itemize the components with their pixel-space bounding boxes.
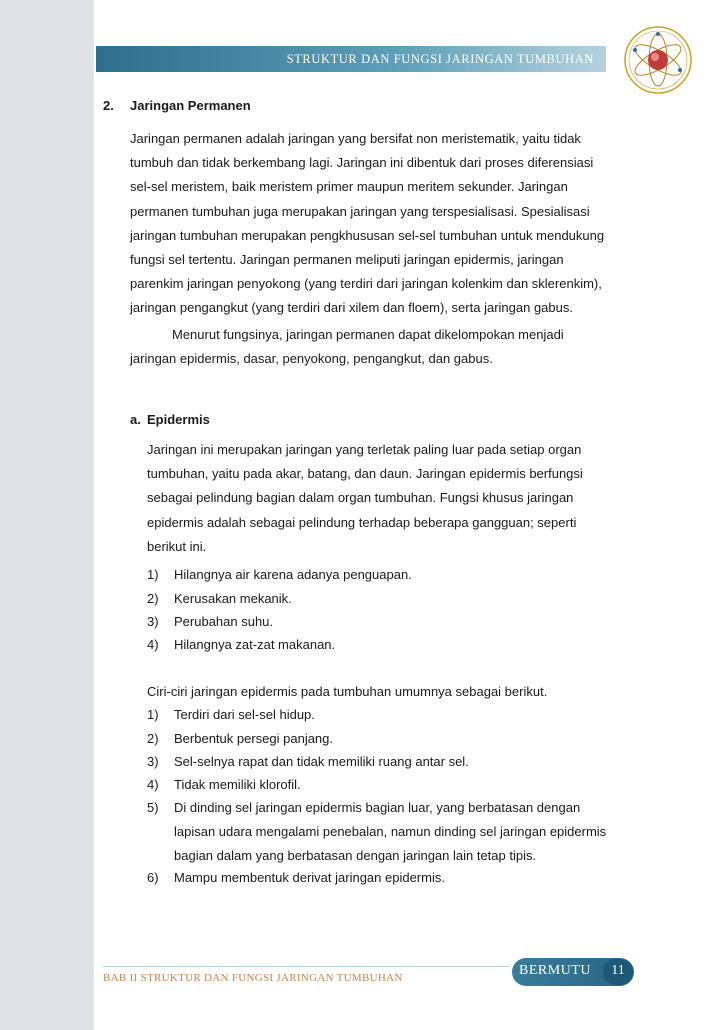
list-item-text: Berbentuk persegi panjang.: [174, 731, 334, 746]
list-item-text: Tidak memiliki klorofil.: [174, 777, 301, 792]
paragraph-line: jaringan epidermis, dasar, penyokong, pengangkut, dan gabus.: [130, 351, 493, 367]
list-item-number: 2): [147, 591, 159, 606]
list-item-number: 3): [147, 614, 159, 629]
list-item-number: 6): [147, 870, 159, 885]
list-item-line: bagian dalam yang berbatasan dengan jaringan lain tetap tipis.: [174, 848, 537, 864]
page-margin-band: [0, 0, 94, 1030]
list-item-number: 4): [147, 777, 159, 792]
paragraph-line: tumbuh dan tidak berkembang lagi. Jaringan ini dibentuk dari proses diferensiasi: [130, 155, 594, 171]
list-item-text: Perubahan suhu.: [174, 614, 274, 629]
running-header-title: STRUKTUR DAN FUNGSI JARINGAN TUMBUHAN: [286, 52, 594, 66]
institution-logo: [622, 24, 694, 96]
paragraph-line: parenkim jaringan penyokong (yang terdiri dari jaringan kolenkim dan sklerenkim),: [130, 276, 602, 292]
subsection-intro: [147, 438, 622, 559]
list-item-number: 5): [147, 800, 159, 815]
paragraph-line: jaringan pengangkut (yang terdiri dari xilem dan floem), serta jaringan gabus.: [130, 300, 573, 316]
footer-chapter-title: BAB II STRUKTUR DAN FUNGSI JARINGAN TUMBUHAN: [103, 972, 403, 984]
page-number: 11: [611, 963, 625, 978]
list-item-number: 1): [147, 707, 159, 722]
footer-rule: [103, 966, 510, 967]
paragraph-line: berikut ini.: [147, 538, 207, 554]
section-title: Jaringan Permanen: [130, 98, 251, 113]
paragraph-line: permanen tumbuhan juga merupakan jaringan yang terspesialisasi. Spesialisasi: [130, 203, 590, 219]
list-item-text: Hilangnya zat-zat makanan.: [174, 637, 336, 652]
characteristics-intro: Ciri-ciri jaringan epidermis pada tumbuhan umumnya sebagai berikut.: [147, 684, 548, 699]
subsection-label: a.: [130, 412, 141, 427]
paragraph-line: sebagai pelindung bagian dalam organ tumbuhan. Fungsi khusus jaringan: [147, 490, 574, 506]
list-item-number: 1): [147, 567, 159, 582]
paragraph-line: jaringan tumbuhan merupakan pengkhususan sel-sel tumbuhan untuk mendukung: [130, 227, 605, 243]
list-item-number: 3): [147, 754, 159, 769]
list-item-text: Kerusakan mekanik.: [174, 591, 292, 606]
section-number: 2.: [103, 98, 114, 113]
section-paragraph-2: [130, 323, 622, 371]
footer-brand: BERMUTU: [519, 963, 591, 978]
list-item-text: Hilangnya air karena adanya penguapan.: [174, 567, 412, 582]
list-item-number: 2): [147, 731, 159, 746]
list-item-number: 4): [147, 637, 159, 652]
paragraph-line: tumbuhan, yaitu pada akar, batang, dan daun. Jaringan epidermis berfungsi: [147, 466, 583, 482]
paragraph-line: Menurut fungsinya, jaringan permanen dapat dikelompokan menjadi: [172, 327, 564, 342]
subsection-title: Epidermis: [147, 412, 210, 427]
list-item-text: [174, 796, 622, 869]
paragraph-line: Jaringan permanen adalah jaringan yang bersifat non meristematik, yaitu tidak: [130, 131, 581, 146]
paragraph-line: fungsi sel tertentu. Jaringan permanen meliputi jaringan epidermis, jaringan: [130, 252, 564, 268]
list-item-text: Terdiri dari sel-sel hidup.: [174, 707, 315, 722]
paragraph-line: Jaringan ini merupakan jaringan yang terletak paling luar pada setiap organ: [147, 442, 582, 457]
list-item-line: Di dinding sel jaringan epidermis bagian luar, yang berbatasan dengan: [174, 800, 581, 815]
list-item-text: Sel-selnya rapat dan tidak memiliki ruang antar sel.: [174, 754, 469, 769]
list-item-text: Mampu membentuk derivat jaringan epidermis.: [174, 870, 445, 885]
list-item-line: lapisan udara mengalami penebalan, namun dinding sel jaringan epidermis: [174, 824, 607, 840]
paragraph-line: sel-sel meristem, baik meristem primer maupun meritem sekunder. Jaringan: [130, 179, 568, 195]
section-paragraph: [130, 127, 622, 321]
paragraph-line: epidermis adalah sebagai pelindung terhadap beberapa gangguan; seperti: [147, 514, 577, 530]
